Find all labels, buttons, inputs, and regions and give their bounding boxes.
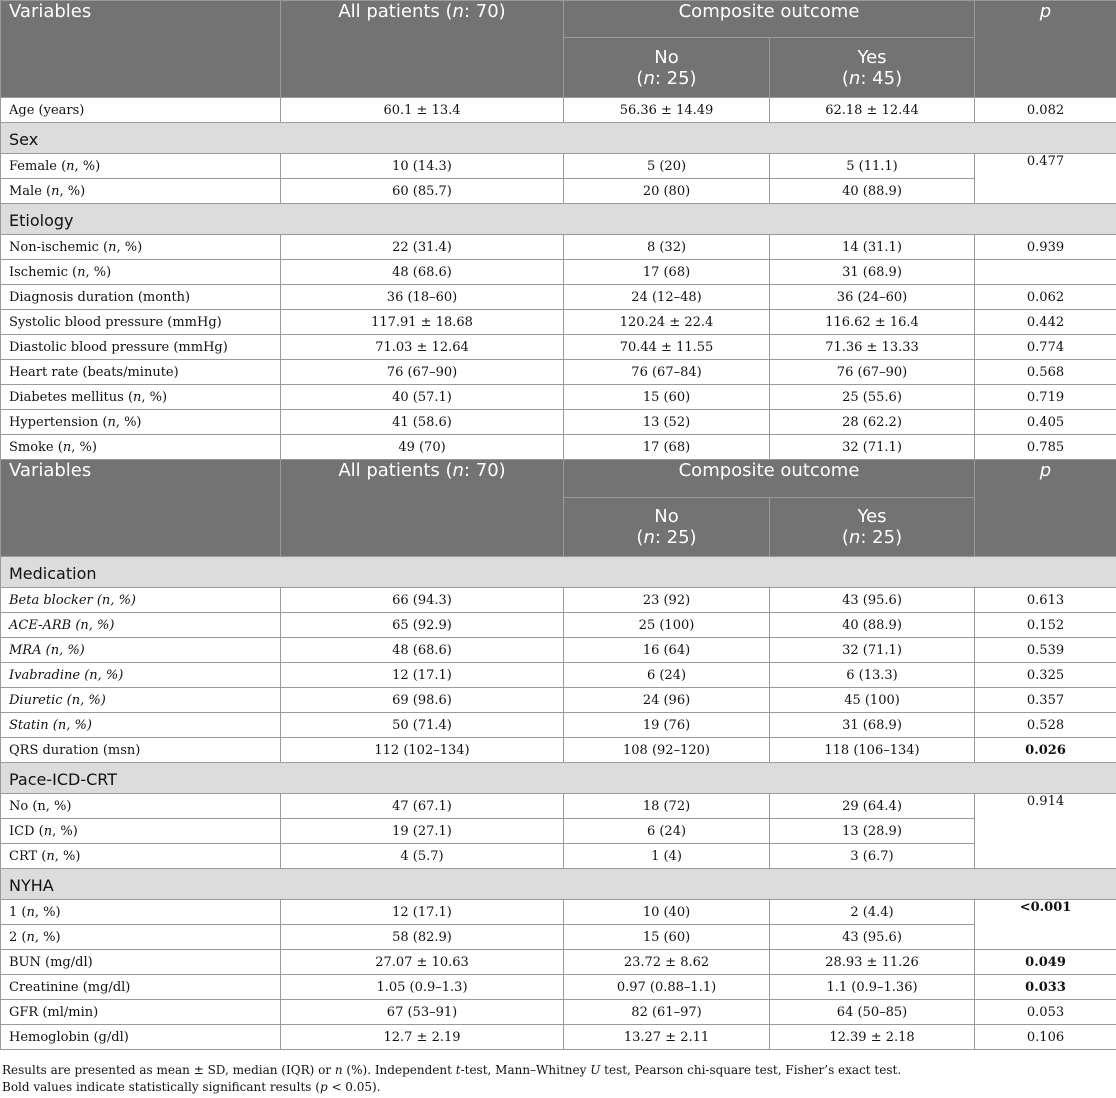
row-label: Diagnosis duration (month) — [1, 285, 281, 310]
header-all-patients: All patients (n: 70) — [281, 1, 564, 98]
table-footnotes — [2, 1062, 901, 1096]
cell-p: 0.719 — [975, 385, 1116, 410]
cell-yes: 116.62 ± 16.4 — [770, 310, 975, 335]
row-label: No (n, %) — [1, 794, 281, 819]
cell-yes: 2 (4.4) — [770, 900, 975, 925]
cell-all: 66 (94.3) — [281, 588, 564, 613]
header-variables: Variables — [1, 460, 281, 557]
cell-yes: 43 (95.6) — [770, 925, 975, 950]
table-row-hemoglobin — [1, 1025, 1116, 1050]
table-row-pace-no — [1, 794, 1116, 819]
table-row-diuretic — [1, 688, 1116, 713]
table-row-dbp — [1, 335, 1116, 360]
cell-yes: 62.18 ± 12.44 — [770, 98, 975, 123]
cell-p: 0.539 — [975, 638, 1116, 663]
row-label: Creatinine (mg/dl) — [1, 975, 281, 1000]
row-label: QRS duration (msn) — [1, 738, 281, 763]
cell-p: 0.528 — [975, 713, 1116, 738]
table-row-mra — [1, 638, 1116, 663]
cell-no: 20 (80) — [564, 179, 770, 204]
section-label: Etiology — [1, 204, 1116, 235]
cell-all: 50 (71.4) — [281, 713, 564, 738]
cell-yes: 45 (100) — [770, 688, 975, 713]
cell-no: 6 (24) — [564, 663, 770, 688]
cell-all: 65 (92.9) — [281, 613, 564, 638]
cell-all: 117.91 ± 18.68 — [281, 310, 564, 335]
cell-p: 0.405 — [975, 410, 1116, 435]
table-row-smoke — [1, 435, 1116, 460]
cell-yes: 43 (95.6) — [770, 588, 975, 613]
cell-no: 19 (76) — [564, 713, 770, 738]
table-row-crt — [1, 844, 1116, 869]
row-label: BUN (mg/dl) — [1, 950, 281, 975]
row-label: ACE-ARB (n, %) — [1, 613, 281, 638]
cell-p: 0.477 — [975, 154, 1116, 204]
cell-no: 13.27 ± 2.11 — [564, 1025, 770, 1050]
header-composite-outcome: Composite outcome — [564, 460, 975, 498]
cell-no: 8 (32) — [564, 235, 770, 260]
table-row-heart-rate — [1, 360, 1116, 385]
cell-all: 47 (67.1) — [281, 794, 564, 819]
row-label: 2 (n, %) — [1, 925, 281, 950]
cell-yes: 28 (62.2) — [770, 410, 975, 435]
header-p-value: p — [975, 1, 1116, 98]
cell-p: 0.785 — [975, 435, 1116, 460]
table-row-diagnosis-duration — [1, 285, 1116, 310]
table-row-ace-arb — [1, 613, 1116, 638]
cell-p: 0.325 — [975, 663, 1116, 688]
section-sex — [1, 123, 1116, 154]
header-p-value: p — [975, 460, 1116, 557]
cell-yes: 5 (11.1) — [770, 154, 975, 179]
cell-no: 17 (68) — [564, 435, 770, 460]
cell-all: 1.05 (0.9–1.3) — [281, 975, 564, 1000]
section-label: Medication — [1, 557, 1116, 588]
row-label: ICD (n, %) — [1, 819, 281, 844]
cell-p: 0.152 — [975, 613, 1116, 638]
table-row-icd — [1, 819, 1116, 844]
cell-yes: 76 (67–90) — [770, 360, 975, 385]
cell-no: 76 (67–84) — [564, 360, 770, 385]
cell-p: 0.568 — [975, 360, 1116, 385]
row-label: Hemoglobin (g/dl) — [1, 1025, 281, 1050]
section-label: Sex — [1, 123, 1116, 154]
cell-p: 0.053 — [975, 1000, 1116, 1025]
header-row-1 — [1, 1, 1116, 38]
cell-all: 4 (5.7) — [281, 844, 564, 869]
table-row-nyha-1 — [1, 900, 1116, 925]
row-label: Age (years) — [1, 98, 281, 123]
table-row-male — [1, 179, 1116, 204]
cell-p: 0.774 — [975, 335, 1116, 360]
cell-yes: 12.39 ± 2.18 — [770, 1025, 975, 1050]
cell-all: 67 (53–91) — [281, 1000, 564, 1025]
row-label: GFR (ml/min) — [1, 1000, 281, 1025]
table-row-bun — [1, 950, 1116, 975]
cell-no: 108 (92–120) — [564, 738, 770, 763]
row-label: Heart rate (beats/minute) — [1, 360, 281, 385]
cell-all: 22 (31.4) — [281, 235, 564, 260]
cell-all: 12 (17.1) — [281, 900, 564, 925]
cell-all: 27.07 ± 10.63 — [281, 950, 564, 975]
header-yes: Yes (n: 45) — [770, 38, 975, 98]
cell-no: 70.44 ± 11.55 — [564, 335, 770, 360]
cell-yes: 36 (24–60) — [770, 285, 975, 310]
table-row-nyha-2 — [1, 925, 1116, 950]
table-row-qrs — [1, 738, 1116, 763]
row-label: Smoke (n, %) — [1, 435, 281, 460]
table-row-female — [1, 154, 1116, 179]
cell-yes: 32 (71.1) — [770, 435, 975, 460]
cell-yes: 13 (28.9) — [770, 819, 975, 844]
row-label: Diabetes mellitus (n, %) — [1, 385, 281, 410]
section-medication — [1, 557, 1116, 588]
table-row-sbp — [1, 310, 1116, 335]
row-label: Male (n, %) — [1, 179, 281, 204]
cell-all: 12.7 ± 2.19 — [281, 1025, 564, 1050]
cell-yes: 64 (50–85) — [770, 1000, 975, 1025]
header-all-patients: All patients (n: 70) — [281, 460, 564, 557]
table-row-creatinine — [1, 975, 1116, 1000]
cell-no: 15 (60) — [564, 385, 770, 410]
row-label: Diuretic (n, %) — [1, 688, 281, 713]
row-label: Diastolic blood pressure (mmHg) — [1, 335, 281, 360]
cell-yes: 40 (88.9) — [770, 613, 975, 638]
table-row-diabetes — [1, 385, 1116, 410]
row-label: Ischemic (n, %) — [1, 260, 281, 285]
cell-no: 24 (12–48) — [564, 285, 770, 310]
cell-no: 5 (20) — [564, 154, 770, 179]
footnote-bold: Bold values indicate statistically significant results (p < 0.05). — [2, 1080, 381, 1094]
section-pace-icd-crt — [1, 763, 1116, 794]
cell-no: 23 (92) — [564, 588, 770, 613]
header-variables: Variables — [1, 1, 281, 98]
cell-yes: 31 (68.9) — [770, 260, 975, 285]
cell-no: 18 (72) — [564, 794, 770, 819]
header-composite-outcome: Composite outcome — [564, 1, 975, 38]
row-label: Non-ischemic (n, %) — [1, 235, 281, 260]
cell-no: 1 (4) — [564, 844, 770, 869]
table-row-beta-blocker — [1, 588, 1116, 613]
footnote-methods: Results are presented as mean ± SD, median (IQR) or n (%). Independent t-test, Mann–Whitney U test, Pearson chi-square test, Fisher’s exact test. — [2, 1063, 902, 1077]
cell-no: 56.36 ± 14.49 — [564, 98, 770, 123]
row-label: Female (n, %) — [1, 154, 281, 179]
cell-p: 0.442 — [975, 310, 1116, 335]
cell-no: 82 (61–97) — [564, 1000, 770, 1025]
cell-yes: 28.93 ± 11.26 — [770, 950, 975, 975]
cell-all: 41 (58.6) — [281, 410, 564, 435]
cell-yes: 40 (88.9) — [770, 179, 975, 204]
table-row-ivabradine — [1, 663, 1116, 688]
row-label: Beta blocker (n, %) — [1, 588, 281, 613]
table-row-nonischemic — [1, 235, 1116, 260]
cell-p — [975, 260, 1116, 285]
table-row-statin — [1, 713, 1116, 738]
cell-p: 0.613 — [975, 588, 1116, 613]
cell-p: 0.082 — [975, 98, 1116, 123]
cell-no: 17 (68) — [564, 260, 770, 285]
cell-no: 16 (64) — [564, 638, 770, 663]
row-label: Ivabradine (n, %) — [1, 663, 281, 688]
cell-all: 60 (85.7) — [281, 179, 564, 204]
table-row-age — [1, 98, 1116, 123]
cell-p: 0.033 — [975, 975, 1116, 1000]
table-row-gfr — [1, 1000, 1116, 1025]
cell-all: 112 (102–134) — [281, 738, 564, 763]
section-nyha — [1, 869, 1116, 900]
cell-all: 49 (70) — [281, 435, 564, 460]
cell-yes: 118 (106–134) — [770, 738, 975, 763]
cell-all: 48 (68.6) — [281, 260, 564, 285]
row-label: Statin (n, %) — [1, 713, 281, 738]
table-row-ischemic — [1, 260, 1116, 285]
cell-all: 71.03 ± 12.64 — [281, 335, 564, 360]
cell-yes: 31 (68.9) — [770, 713, 975, 738]
cell-no: 10 (40) — [564, 900, 770, 925]
cell-no: 120.24 ± 22.4 — [564, 310, 770, 335]
section-label: NYHA — [1, 869, 1116, 900]
header-yes: Yes (n: 25) — [770, 498, 975, 557]
cell-no: 0.97 (0.88–1.1) — [564, 975, 770, 1000]
cell-p: 0.049 — [975, 950, 1116, 975]
cell-p: 0.939 — [975, 235, 1116, 260]
cell-all: 10 (14.3) — [281, 154, 564, 179]
cell-no: 15 (60) — [564, 925, 770, 950]
row-label: CRT (n, %) — [1, 844, 281, 869]
section-etiology — [1, 204, 1116, 235]
cell-no: 25 (100) — [564, 613, 770, 638]
cell-all: 19 (27.1) — [281, 819, 564, 844]
cell-all: 12 (17.1) — [281, 663, 564, 688]
row-label: Systolic blood pressure (mmHg) — [1, 310, 281, 335]
header-no: No (n: 25) — [564, 38, 770, 98]
cell-yes: 14 (31.1) — [770, 235, 975, 260]
cell-yes: 29 (64.4) — [770, 794, 975, 819]
cell-no: 24 (96) — [564, 688, 770, 713]
header-row-2 — [1, 460, 1116, 498]
cell-yes: 6 (13.3) — [770, 663, 975, 688]
cell-yes: 25 (55.6) — [770, 385, 975, 410]
cell-no: 23.72 ± 8.62 — [564, 950, 770, 975]
cell-p: 0.062 — [975, 285, 1116, 310]
row-label: Hypertension (n, %) — [1, 410, 281, 435]
cell-p: 0.026 — [975, 738, 1116, 763]
cell-all: 69 (98.6) — [281, 688, 564, 713]
cell-p: 0.914 — [975, 794, 1116, 869]
cell-p: 0.106 — [975, 1025, 1116, 1050]
cell-all: 60.1 ± 13.4 — [281, 98, 564, 123]
cell-yes: 32 (71.1) — [770, 638, 975, 663]
row-label: MRA (n, %) — [1, 638, 281, 663]
header-no: No (n: 25) — [564, 498, 770, 557]
section-label: Pace-ICD-CRT — [1, 763, 1116, 794]
cell-all: 36 (18–60) — [281, 285, 564, 310]
cell-no: 13 (52) — [564, 410, 770, 435]
cell-p: 0.357 — [975, 688, 1116, 713]
cell-all: 40 (57.1) — [281, 385, 564, 410]
cell-p: <0.001 — [975, 900, 1116, 950]
cell-yes: 1.1 (0.9–1.36) — [770, 975, 975, 1000]
row-label: 1 (n, %) — [1, 900, 281, 925]
cell-yes: 71.36 ± 13.33 — [770, 335, 975, 360]
cell-all: 76 (67–90) — [281, 360, 564, 385]
cell-yes: 3 (6.7) — [770, 844, 975, 869]
cell-all: 48 (68.6) — [281, 638, 564, 663]
cell-all: 58 (82.9) — [281, 925, 564, 950]
table-row-hypertension — [1, 410, 1116, 435]
cell-no: 6 (24) — [564, 819, 770, 844]
